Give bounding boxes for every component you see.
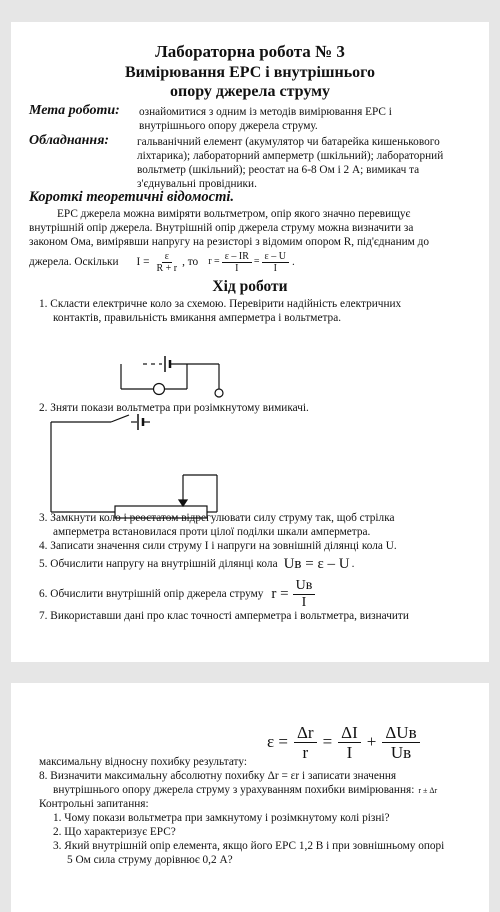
step8-line1: 8. Визначити максимальну абсолютну похибку Δr = εr і записати значення [39, 770, 397, 782]
equipment-text-line3: вольтметр (шкільний); реостат на 6-8 Ом і 2 А; вимикач та [137, 164, 420, 176]
formula2-fraction-1 [294, 723, 317, 762]
formula2-plus: + [366, 732, 377, 751]
formula-I-numerator: ε [162, 251, 172, 263]
equipment-text-line1: гальванічний елемент (акумулятор чи батарейка кишенькового [137, 136, 440, 148]
circuit-diagram-1 [101, 342, 241, 402]
slider-arrow [179, 500, 187, 506]
equipment-label: Обладнання: [29, 133, 110, 148]
formula-I-denominator: R + r [156, 262, 178, 274]
theory-heading: Короткі теоретичні відомості. [29, 189, 234, 205]
formula-I-fraction [153, 251, 180, 274]
formula-r-lhs: r = [208, 256, 220, 267]
theory-formula-row [29, 248, 295, 276]
step8-line2: внутрішнього опору джерела струму з урахуванням похибки вимірювання: [53, 784, 415, 796]
max-relative-error-text: максимальну відносну похибку результату: [39, 756, 247, 768]
equipment-text-line2: ліхтарика); лабораторний амперметр (шкільний); лабораторний [137, 150, 444, 162]
step5-formula: Uв = ε – U [283, 556, 350, 572]
theory-line3: законом Ома, вимірявши напругу на резисторі з відомим опором R, під'єднаним до [29, 236, 430, 248]
meter-symbol [154, 384, 165, 395]
formula2-num-1: Δr [294, 723, 317, 743]
formula-r-fraction-1 [222, 251, 252, 274]
formula-r-denominator-2: I [273, 262, 277, 274]
question-3-line1: 3. Який внутрішній опір елемента, якщо його ЕРС 1,2 В і при зовнішньому опорі [53, 840, 445, 852]
terminal-symbol [215, 389, 223, 397]
step7: 7. Використавши дані про клас точності амперметра і вольтметра, визначити [39, 610, 409, 622]
formula-I-lhs: I = [136, 256, 150, 268]
formula2-fraction-3 [382, 723, 419, 762]
step6-text: 6. Обчислити внутрішній опір джерела струму [39, 588, 264, 600]
step6-denominator: I [301, 594, 307, 610]
step5-text: 5. Обчислити напругу на внутрішній ділянці кола [39, 558, 278, 570]
step6-fraction [293, 578, 316, 611]
formula-end-dot: . [291, 256, 295, 268]
procedure-heading: Хід роботи [212, 278, 288, 295]
step8-small-formula: r ± Δr [418, 786, 438, 795]
step6-numerator: Uв [293, 578, 316, 595]
question-2: 2. Що характеризує ЕРС? [53, 826, 176, 838]
step1-line1: 1. Скласти електричне коло за схемою. Перевірити надійність електричних [39, 298, 402, 310]
formula2-equals: = [322, 732, 333, 751]
goal-text-line1: ознайомитися з одним із методів вимірювання ЕРС і [139, 106, 392, 118]
page-subtitle-line1: Вимірювання ЕРС і внутрішнього [124, 64, 376, 81]
theory-line1: ЕРС джерела можна виміряти вольтметром, опір якого значно перевищує [57, 208, 411, 220]
formula-r-equals: = [253, 256, 260, 267]
switch-blade [111, 415, 129, 422]
step2: 2. Зняти покази вольтметра при розімкнутому вимикачі. [39, 402, 309, 414]
equipment-text-line4: з'єднувальні провідники. [137, 178, 257, 190]
formula2-den-2: I [346, 742, 353, 762]
formula2-lhs: ε = [267, 732, 288, 751]
step1-line2: контактів, правильність вмикання амперметра і вольтметра. [53, 312, 342, 324]
document-page-2 [11, 683, 489, 912]
step5-end: . [351, 558, 355, 570]
circuit-diagram-2 [31, 412, 231, 522]
page-title: Лабораторна робота № 3 [155, 42, 345, 61]
step5-row [39, 553, 354, 575]
goal-label: Мета роботи: [29, 103, 120, 118]
step6-row [39, 577, 315, 611]
formula2-num-3: ΔUв [382, 723, 419, 743]
step3-line1: 3. Замкнути коло і реостатом відрегулювати силу струму так, щоб стрілка [39, 512, 395, 524]
document-page-1 [11, 22, 489, 662]
goal-text-line2: внутрішнього опору джерела струму. [139, 120, 318, 132]
step6-lhs: r = [271, 586, 289, 602]
formula-mid-text: , то [182, 256, 199, 268]
step3-line2: амперметра встановилася проти цілої поділки шкали амперметра. [53, 526, 371, 538]
question-3-line2: 5 Ом сила струму дорівнює 0,2 А? [67, 854, 233, 866]
formula-r-fraction-2 [262, 251, 289, 274]
question-1: 1. Чому покази вольтметра при замкнутому і розімкнутому колі різні? [53, 812, 390, 824]
control-questions-heading: Контрольні запитання: [39, 798, 149, 810]
theory-line4-prefix: джерела. Оскільки [29, 256, 119, 268]
page-subtitle-line2: опору джерела струму [170, 83, 330, 100]
formula-r-denominator-1: I [235, 262, 239, 274]
step4: 4. Записати значення сили струму I і напруги на зовнішній ділянці кола U. [39, 540, 397, 552]
formula2-den-3: Uв [390, 742, 412, 762]
formula2-num-2: ΔI [338, 723, 361, 743]
relative-error-formula [267, 717, 420, 767]
formula-r-numerator-1: ε – IR [222, 251, 252, 263]
formula2-fraction-2 [338, 723, 361, 762]
formula-r-numerator-2: ε – U [262, 251, 289, 263]
formula2-den-1: r [302, 742, 309, 762]
theory-line2: внутрішній опір джерела. Внутрішній опір джерела струму можна визначити за [29, 222, 414, 234]
step8-line2-row [53, 783, 437, 798]
